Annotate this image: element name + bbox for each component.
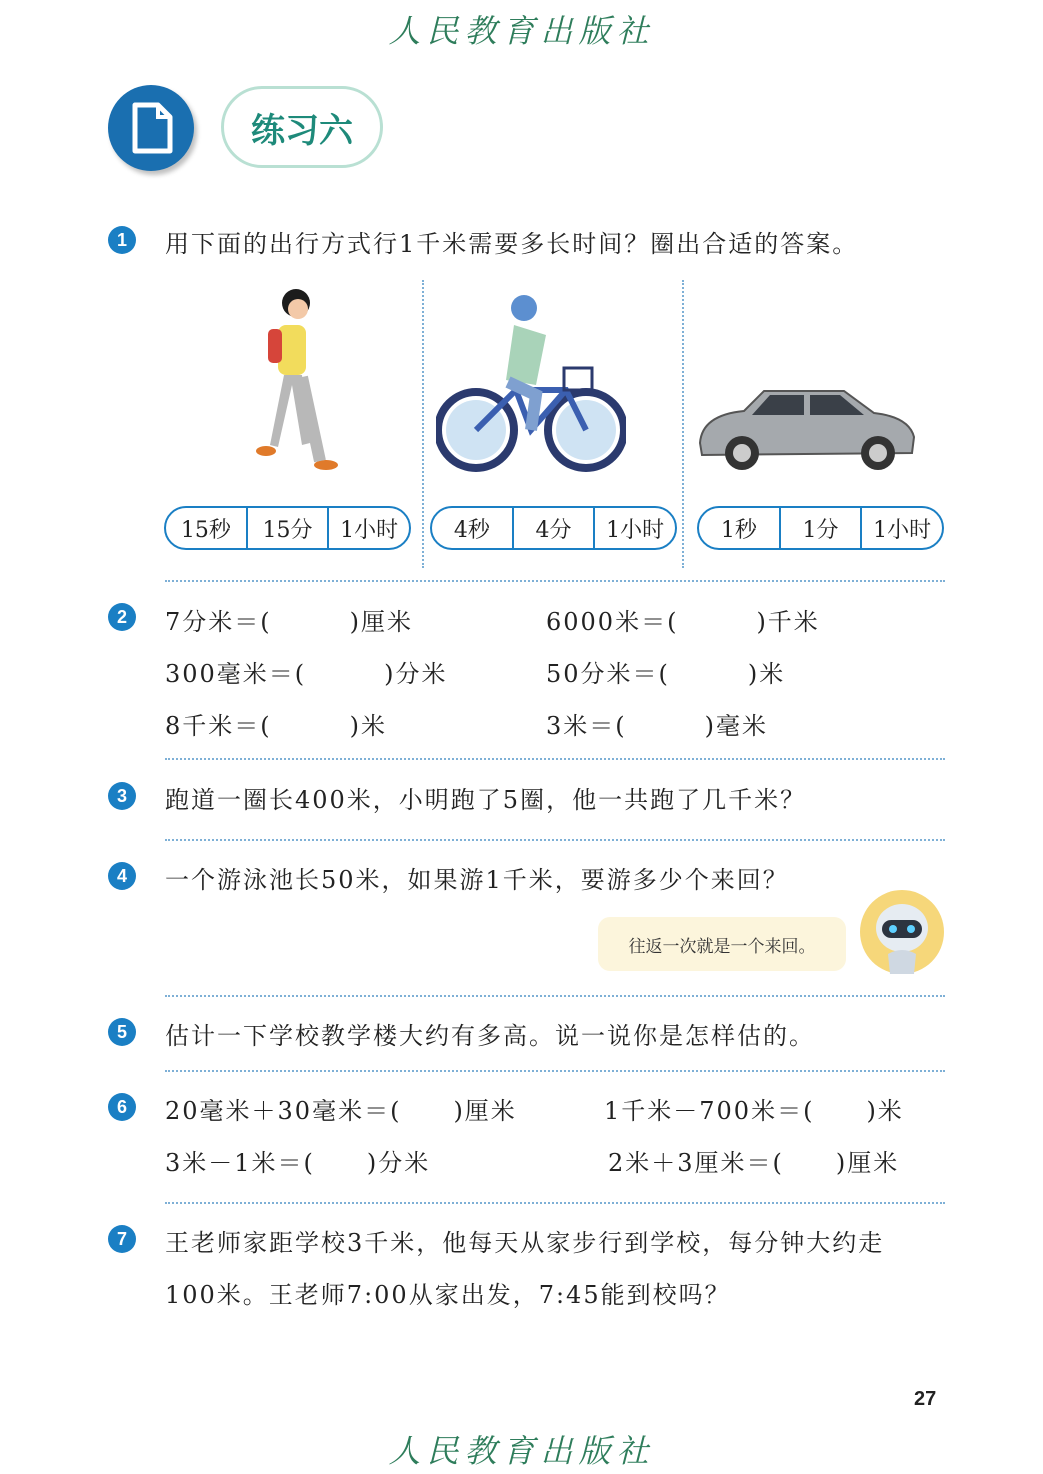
question-number: 6	[108, 1093, 136, 1121]
answer-option[interactable]: 4分	[512, 508, 594, 548]
section-divider	[165, 1202, 945, 1204]
conversion-item: 7分米＝( )厘米	[165, 608, 413, 636]
question-text-continued: 100米。王老师7:00从家出发，7:45能到校吗？	[165, 1281, 731, 1309]
answer-option[interactable]: 4秒	[453, 517, 490, 543]
answer-option[interactable]: 1小时	[327, 508, 409, 548]
walking-person-image	[230, 285, 350, 479]
question-number: 1	[108, 226, 136, 254]
document-icon	[108, 85, 194, 171]
calculation-item: 2米＋3厘米＝( )厘米	[608, 1149, 900, 1177]
answer-option[interactable]: 1分	[779, 508, 861, 548]
publisher-footer: 人民教育出版社	[388, 1432, 655, 1470]
conversion-item: 6000米＝( )千米	[546, 608, 820, 636]
question-number: 5	[108, 1018, 136, 1046]
page-number: 27	[914, 1388, 937, 1410]
answer-option[interactable]: 15分	[246, 508, 328, 548]
question-text: 一个游泳池长50米，如果游1千米，要游多少个来回？	[165, 866, 789, 894]
calculation-item: 20毫米＋30毫米＝( )厘米	[165, 1097, 517, 1125]
section-title: 练习六	[221, 86, 383, 168]
answer-options-walking	[164, 506, 411, 550]
question-text: 用下面的出行方式行1千米需要多长时间？圈出合适的答案。	[165, 230, 859, 258]
calculation-item: 1千米－700米＝( )米	[604, 1097, 904, 1125]
question-text: 王老师家距学校3千米，他每天从家步行到学校，每分钟大约走	[165, 1229, 885, 1257]
question-number: 3	[108, 782, 136, 810]
conversion-item: 8千米＝( )米	[165, 712, 387, 740]
answer-option[interactable]: 1秒	[720, 517, 757, 543]
question-number: 2	[108, 603, 136, 631]
section-divider	[165, 1070, 945, 1072]
section-divider	[165, 839, 945, 841]
question-text: 跑道一圈长400米，小明跑了5圈，他一共跑了几千米？	[165, 786, 807, 814]
car-image	[694, 385, 919, 479]
conversion-item: 3米＝( )毫米	[546, 712, 768, 740]
conversion-item: 300毫米＝( )分米	[165, 660, 448, 688]
robot-avatar	[858, 888, 946, 980]
cyclist-image	[436, 290, 626, 484]
question-text: 估计一下学校教学楼大约有多高。说一说你是怎样估的。	[165, 1022, 815, 1050]
question-number: 7	[108, 1225, 136, 1253]
question-number: 4	[108, 862, 136, 890]
publisher-header: 人民教育出版社	[388, 12, 655, 50]
section-divider	[165, 580, 945, 582]
hint-bubble: 往返一次就是一个来回。	[598, 917, 846, 971]
conversion-item: 50分米＝( )米	[546, 660, 786, 688]
section-divider	[165, 758, 945, 760]
answer-option[interactable]: 15秒	[180, 517, 231, 543]
calculation-item: 3米－1米＝( )分米	[165, 1149, 431, 1177]
column-divider	[682, 280, 684, 568]
answer-options-cycling	[430, 506, 677, 550]
column-divider	[422, 280, 424, 568]
answer-options-car	[697, 506, 944, 550]
answer-option[interactable]: 1小时	[593, 508, 675, 548]
answer-option[interactable]: 1小时	[860, 508, 942, 548]
section-divider	[165, 995, 945, 997]
